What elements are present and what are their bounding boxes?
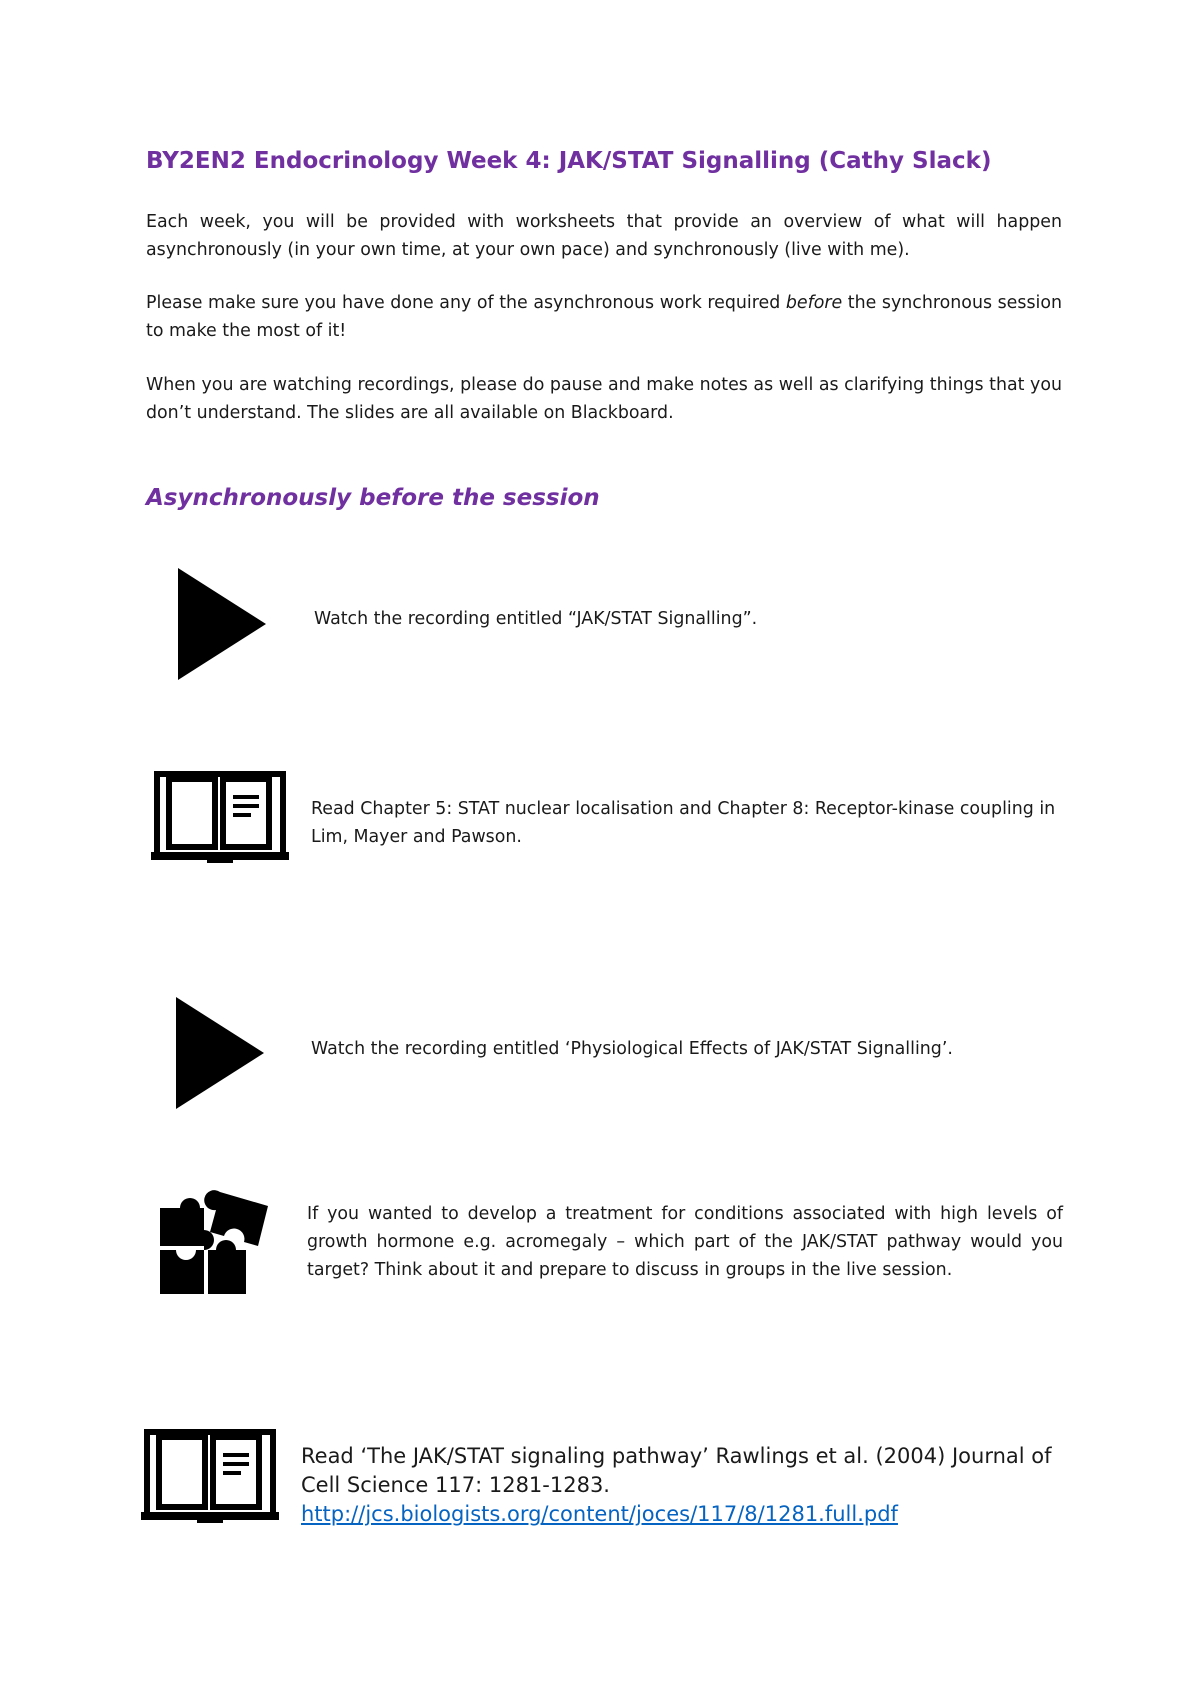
play-icon (176, 566, 268, 682)
page-title: BY2EN2 Endocrinology Week 4: JAK/STAT Signalling (Cathy Slack) (146, 148, 992, 174)
intro-paragraph-3: When you are watching recordings, please do pause and make notes as well as clarifying things that you don’t understand. The slides are all available on Blackboard. (146, 375, 1062, 423)
intro-paragraph-2 (146, 289, 1062, 345)
intro-paragraph-1: Each week, you will be provided with worksheets that provide an overview of what will happen asynchronously (in your own time, at your own pace) and synchronously (live with me). (146, 212, 1062, 260)
task-1-text: Watch the recording entitled “JAK/STAT Signalling”. (314, 609, 758, 629)
intro-paragraph-2-end: the synchronous session to make the most of it! (146, 293, 1062, 341)
book-icon (151, 767, 289, 869)
intro-paragraph-2-emphasis: before (785, 293, 843, 313)
intro-paragraph-2-start: Please make sure you have done any of the asynchronous work required (146, 293, 786, 313)
task-3-text: Watch the recording entitled ‘Physiological Effects of JAK/STAT Signalling’. (311, 1039, 953, 1059)
reference-citation: Read ‘The JAK/STAT signaling pathway’ Rawlings et al. (2004) Journal of Cell Science 117: 1281-1283. (301, 1444, 1052, 1497)
task-5-text (301, 1442, 1081, 1529)
play-icon (174, 995, 266, 1111)
task-4-text: If you wanted to develop a treatment for conditions associated with high levels of growth hormone e.g. acromegaly – which part of the JAK/STAT pathway would you target? Think about it and prepare to discuss in groups in the live session. (307, 1204, 1063, 1280)
puzzle-icon (158, 1186, 272, 1294)
task-2-text: Read Chapter 5: STAT nuclear localisation and Chapter 8: Receptor-kinase coupling in Lim, Mayer and Pawson. (311, 799, 1056, 847)
book-icon (141, 1425, 279, 1529)
reference-link[interactable]: http://jcs.biologists.org/content/joces/117/8/1281.full.pdf (301, 1502, 898, 1526)
section-heading: Asynchronously before the session (146, 485, 600, 511)
